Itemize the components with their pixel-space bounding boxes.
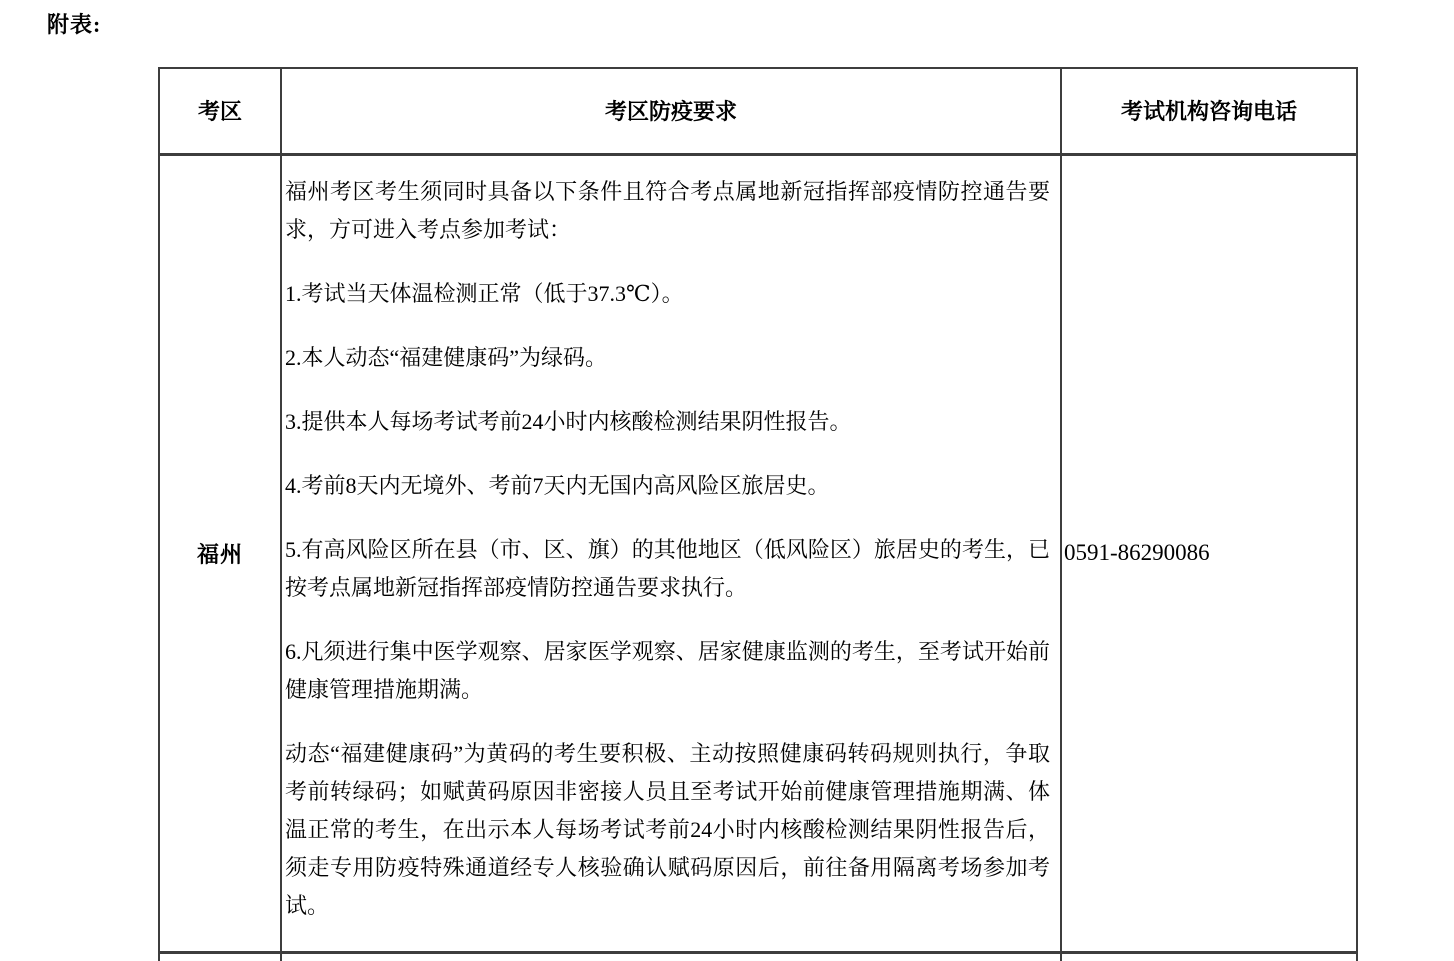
requirement-item-2: 2.本人动态“福建健康码”为绿码。 bbox=[285, 344, 608, 370]
region-cell: 福州 bbox=[159, 154, 281, 952]
table-header-row bbox=[159, 68, 1357, 154]
phone-cell-empty bbox=[1061, 952, 1357, 961]
region-cell-empty bbox=[159, 952, 281, 961]
requirements-cell-empty bbox=[281, 952, 1061, 961]
requirement-item-4: 4.考前8天内无境外、考前7天内无国内高风险区旅居史。 bbox=[285, 472, 830, 498]
table-row-next-partial bbox=[159, 952, 1357, 961]
requirement-item-1: 1.考试当天体温检测正常（低于37.3℃）。 bbox=[285, 280, 684, 306]
column-header-requirements: 考区防疫要求 bbox=[281, 68, 1061, 154]
exam-requirements-table bbox=[158, 67, 1358, 961]
page-title: 附表: bbox=[47, 12, 102, 37]
requirement-intro: 福州考区考生须同时具备以下条件且符合考点属地新冠指挥部疫情防控通告要求，方可进入考点参加考试： bbox=[285, 178, 1050, 242]
table-row-fuzhou bbox=[159, 154, 1357, 952]
column-header-phone: 考试机构咨询电话 bbox=[1061, 68, 1357, 154]
requirement-item-6: 6.凡须进行集中医学观察、居家医学观察、居家健康监测的考生，至考试开始前健康管理措施期满。 bbox=[285, 638, 1050, 702]
requirement-item-5: 5.有高风险区所在县（市、区、旗）的其他地区（低风险区）旅居史的考生，已按考点属地新冠指挥部疫情防控通告要求执行。 bbox=[285, 536, 1050, 600]
column-header-region: 考区 bbox=[159, 68, 281, 154]
phone-cell: 0591-86290086 bbox=[1061, 154, 1357, 952]
requirements-cell bbox=[281, 154, 1061, 952]
requirement-yellow-code-note: 动态“福建健康码”为黄码的考生要积极、主动按照健康码转码规则执行，争取考前转绿码；如赋黄码原因非密接人员且至考试开始前健康管理措施期满、体温正常的考生，在出示本人每场考试考前24小时内核酸检测结果阴性报告后，须走专用防疫特殊通道经专人核验确认赋码原因后，前往备用隔离考场参加考试。 bbox=[285, 740, 1050, 918]
requirement-item-3: 3.提供本人每场考试考前24小时内核酸检测结果阴性报告。 bbox=[285, 408, 852, 434]
